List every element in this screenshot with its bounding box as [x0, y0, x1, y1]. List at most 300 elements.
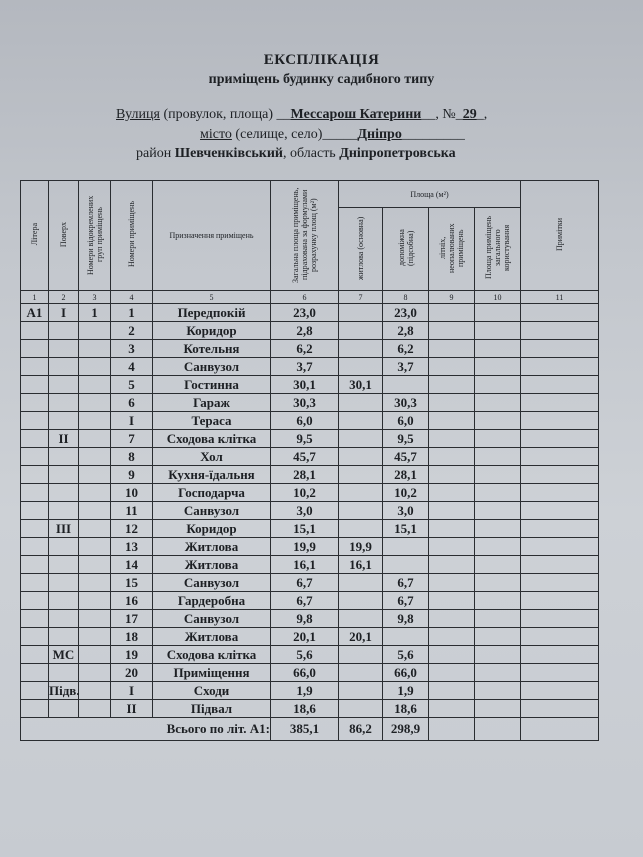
cell-empty	[521, 556, 599, 574]
table-row	[21, 664, 599, 682]
cell-aux: 6,7	[383, 574, 429, 592]
cell-aux: 30,3	[383, 394, 429, 412]
cell-floor	[49, 574, 79, 592]
cell-name: Житлова	[153, 556, 271, 574]
cell-living	[339, 394, 383, 412]
cell-aux: 23,0	[383, 304, 429, 322]
cell-aux: 28,1	[383, 466, 429, 484]
col-header-floor: Поверх	[49, 181, 79, 291]
cell-lit	[21, 682, 49, 700]
cell-aux: 6,7	[383, 592, 429, 610]
cell-no: II	[111, 700, 153, 718]
cell-no: 18	[111, 628, 153, 646]
cell-floor	[49, 394, 79, 412]
cell-aux: 9,5	[383, 430, 429, 448]
city-value: Дніпро	[357, 127, 402, 142]
cell-total: 6,2	[271, 340, 339, 358]
cell-living	[339, 574, 383, 592]
cell-floor: I	[49, 304, 79, 322]
cell-floor: II	[49, 430, 79, 448]
col-num: 3	[79, 291, 111, 304]
cell-total: 30,1	[271, 376, 339, 394]
cell-empty	[521, 592, 599, 610]
cell-floor	[49, 538, 79, 556]
col-header-total-area: Загальна площа приміщень, підрахована за формулами розрахунку площ (м²)	[271, 181, 339, 291]
cell-total: 66,0	[271, 664, 339, 682]
cell-empty	[429, 574, 475, 592]
cell-aux: 3,0	[383, 502, 429, 520]
street-label: Вулиця	[116, 107, 160, 122]
cell-lit	[21, 700, 49, 718]
cell-no: 6	[111, 394, 153, 412]
cell-living	[339, 610, 383, 628]
cell-no: 14	[111, 556, 153, 574]
cell-floor	[49, 466, 79, 484]
cell-empty	[429, 502, 475, 520]
cell-empty	[429, 646, 475, 664]
cell-empty	[475, 448, 521, 466]
cell-aux: 18,6	[383, 700, 429, 718]
cell-empty	[475, 664, 521, 682]
cell-grp	[79, 358, 111, 376]
cell-living	[339, 466, 383, 484]
cell-aux	[383, 628, 429, 646]
number-end: _,	[476, 107, 488, 122]
cell-floor	[49, 340, 79, 358]
cell-living: 30,1	[339, 376, 383, 394]
cell-floor	[49, 592, 79, 610]
cell-living	[339, 340, 383, 358]
cell-living	[339, 502, 383, 520]
cell-total: 6,7	[271, 574, 339, 592]
cell-empty	[521, 646, 599, 664]
cell-name: Санвузол	[153, 502, 271, 520]
total-area: 385,1	[271, 718, 339, 741]
city-label: місто	[200, 127, 232, 142]
cell-aux: 2,8	[383, 322, 429, 340]
cell-no: 10	[111, 484, 153, 502]
cell-grp	[79, 520, 111, 538]
cell-empty	[521, 718, 599, 741]
cell-living	[339, 682, 383, 700]
table-row	[21, 430, 599, 448]
col-num: 10	[475, 291, 521, 304]
cell-empty	[475, 340, 521, 358]
cell-grp	[79, 502, 111, 520]
cell-total: 6,0	[271, 412, 339, 430]
table-row	[21, 484, 599, 502]
cell-floor	[49, 412, 79, 430]
col-num: 9	[429, 291, 475, 304]
cell-name: Санвузол	[153, 574, 271, 592]
explication-table	[20, 180, 599, 741]
cell-total: 45,7	[271, 448, 339, 466]
col-num: 7	[339, 291, 383, 304]
region-label: , область	[283, 146, 340, 161]
street-value: Мессарош Катерини	[290, 107, 422, 122]
cell-empty	[475, 682, 521, 700]
cell-lit	[21, 520, 49, 538]
cell-floor	[49, 664, 79, 682]
cell-floor: III	[49, 520, 79, 538]
street-type: (провулок, площа) __	[159, 107, 291, 122]
cell-empty	[521, 574, 599, 592]
region-value: Дніпропетровська	[339, 146, 456, 161]
city-line	[200, 127, 465, 143]
cell-name: Коридор	[153, 520, 271, 538]
table-row	[21, 682, 599, 700]
cell-aux	[383, 376, 429, 394]
cell-empty	[475, 556, 521, 574]
cell-name: Сходова клітка	[153, 646, 271, 664]
cell-empty	[429, 412, 475, 430]
col-num: 2	[49, 291, 79, 304]
cell-name: Тераса	[153, 412, 271, 430]
table-row	[21, 628, 599, 646]
col-num: 11	[521, 291, 599, 304]
cell-empty	[429, 304, 475, 322]
cell-lit	[21, 394, 49, 412]
cell-grp	[79, 574, 111, 592]
table-row	[21, 574, 599, 592]
city-end: _________	[401, 127, 465, 142]
cell-grp	[79, 484, 111, 502]
col-header-purpose: Призначення приміщень	[153, 181, 271, 291]
cell-aux: 3,7	[383, 358, 429, 376]
cell-aux: 5,6	[383, 646, 429, 664]
cell-lit	[21, 466, 49, 484]
cell-no: 15	[111, 574, 153, 592]
table-row	[21, 520, 599, 538]
cell-empty	[475, 394, 521, 412]
cell-no: 9	[111, 466, 153, 484]
cell-empty	[475, 412, 521, 430]
cell-floor	[49, 376, 79, 394]
cell-empty	[521, 664, 599, 682]
cell-floor	[49, 556, 79, 574]
cell-empty	[429, 466, 475, 484]
col-num: 4	[111, 291, 153, 304]
cell-lit	[21, 646, 49, 664]
cell-lit	[21, 448, 49, 466]
cell-empty	[521, 340, 599, 358]
table-row	[21, 394, 599, 412]
cell-grp	[79, 376, 111, 394]
cell-empty	[475, 322, 521, 340]
cell-name: Кухня-їдальня	[153, 466, 271, 484]
cell-empty	[475, 484, 521, 502]
cell-no: 3	[111, 340, 153, 358]
cell-grp	[79, 682, 111, 700]
cell-empty	[429, 376, 475, 394]
cell-no: 1	[111, 304, 153, 322]
cell-grp	[79, 466, 111, 484]
cell-living	[339, 520, 383, 538]
table-row	[21, 376, 599, 394]
cell-total: 20,1	[271, 628, 339, 646]
cell-total: 3,0	[271, 502, 339, 520]
cell-total: 23,0	[271, 304, 339, 322]
district-line	[136, 146, 456, 162]
cell-empty	[429, 484, 475, 502]
cell-grp	[79, 412, 111, 430]
cell-grp	[79, 646, 111, 664]
cell-total: 28,1	[271, 466, 339, 484]
cell-floor	[49, 700, 79, 718]
cell-name: Санвузол	[153, 610, 271, 628]
cell-empty	[475, 358, 521, 376]
cell-name: Передпокій	[153, 304, 271, 322]
cell-living: 19,9	[339, 538, 383, 556]
cell-lit	[21, 340, 49, 358]
cell-living	[339, 304, 383, 322]
cell-no: 4	[111, 358, 153, 376]
cell-empty	[521, 610, 599, 628]
cell-no: 17	[111, 610, 153, 628]
cell-living: 20,1	[339, 628, 383, 646]
col-header-aux: допоміжна (підсобна)	[383, 208, 429, 291]
cell-empty	[475, 502, 521, 520]
cell-empty	[429, 340, 475, 358]
cell-empty	[475, 574, 521, 592]
cell-empty	[475, 538, 521, 556]
cell-no: 16	[111, 592, 153, 610]
cell-empty	[429, 610, 475, 628]
cell-aux: 9,8	[383, 610, 429, 628]
cell-grp	[79, 448, 111, 466]
cell-name: Котельня	[153, 340, 271, 358]
cell-total: 19,9	[271, 538, 339, 556]
cell-total: 9,5	[271, 430, 339, 448]
cell-floor	[49, 322, 79, 340]
table-row	[21, 412, 599, 430]
document-title: ЕКСПЛІКАЦІЯ	[263, 52, 380, 68]
cell-empty	[429, 520, 475, 538]
cell-empty	[521, 628, 599, 646]
cell-aux: 6,0	[383, 412, 429, 430]
cell-lit	[21, 610, 49, 628]
total-aux: 298,9	[383, 718, 429, 741]
table-row	[21, 502, 599, 520]
cell-living	[339, 646, 383, 664]
cell-name: Господарча	[153, 484, 271, 502]
cell-empty	[521, 376, 599, 394]
cell-empty	[429, 358, 475, 376]
cell-living	[339, 484, 383, 502]
cell-name: Приміщення	[153, 664, 271, 682]
cell-name: Санвузол	[153, 358, 271, 376]
header-row	[21, 181, 599, 208]
cell-empty	[429, 430, 475, 448]
cell-name: Хол	[153, 448, 271, 466]
table-row	[21, 304, 599, 322]
cell-empty	[521, 358, 599, 376]
cell-aux: 66,0	[383, 664, 429, 682]
cell-floor	[49, 502, 79, 520]
cell-lit	[21, 592, 49, 610]
cell-lit	[21, 538, 49, 556]
cell-lit	[21, 502, 49, 520]
cell-aux: 45,7	[383, 448, 429, 466]
street-line	[116, 107, 487, 123]
cell-empty	[475, 718, 521, 741]
cell-name: Житлова	[153, 628, 271, 646]
cell-living: 16,1	[339, 556, 383, 574]
col-header-notes: Примітки	[521, 181, 599, 291]
cell-name: Гостинна	[153, 376, 271, 394]
document-subtitle: приміщень будинку садибного типу	[208, 72, 435, 87]
cell-living	[339, 448, 383, 466]
col-header-room-no: Номери приміщень	[111, 181, 153, 291]
cell-empty	[475, 592, 521, 610]
cell-name: Підвал	[153, 700, 271, 718]
cell-living	[339, 322, 383, 340]
cell-empty	[475, 610, 521, 628]
cell-lit	[21, 358, 49, 376]
cell-no: 5	[111, 376, 153, 394]
cell-living	[339, 412, 383, 430]
cell-living	[339, 664, 383, 682]
cell-floor	[49, 448, 79, 466]
cell-grp	[79, 322, 111, 340]
cell-floor	[49, 484, 79, 502]
cell-empty	[521, 520, 599, 538]
cell-empty	[521, 412, 599, 430]
cell-empty	[475, 304, 521, 322]
cell-empty	[475, 628, 521, 646]
cell-no: 7	[111, 430, 153, 448]
cell-name: Гараж	[153, 394, 271, 412]
cell-grp	[79, 664, 111, 682]
cell-empty	[475, 376, 521, 394]
cell-grp	[79, 592, 111, 610]
cell-grp	[79, 394, 111, 412]
cell-name: Гардеробна	[153, 592, 271, 610]
cell-empty	[521, 484, 599, 502]
col-header-area-group: Площа (м²)	[339, 181, 521, 208]
cell-lit	[21, 556, 49, 574]
cell-empty	[475, 466, 521, 484]
cell-empty	[521, 304, 599, 322]
cell-total: 9,8	[271, 610, 339, 628]
cell-floor	[49, 610, 79, 628]
cell-living	[339, 358, 383, 376]
cell-no: 20	[111, 664, 153, 682]
col-header-group: Номери відокремлених груп приміщень	[79, 181, 111, 291]
table-row	[21, 556, 599, 574]
cell-aux: 1,9	[383, 682, 429, 700]
cell-empty	[475, 700, 521, 718]
table-row	[21, 466, 599, 484]
cell-empty	[475, 520, 521, 538]
cell-no: 2	[111, 322, 153, 340]
cell-empty	[475, 646, 521, 664]
total-living: 86,2	[339, 718, 383, 741]
cell-empty	[521, 502, 599, 520]
district-value: Шевченківський	[174, 146, 283, 161]
cell-aux: 15,1	[383, 520, 429, 538]
cell-no: I	[111, 682, 153, 700]
cell-name: Коридор	[153, 322, 271, 340]
cell-total: 15,1	[271, 520, 339, 538]
cell-lit	[21, 664, 49, 682]
cell-name: Житлова	[153, 538, 271, 556]
cell-empty	[521, 466, 599, 484]
cell-no: I	[111, 412, 153, 430]
col-header-living: житлова (основна)	[339, 208, 383, 291]
col-num: 8	[383, 291, 429, 304]
cell-living	[339, 592, 383, 610]
cell-grp	[79, 700, 111, 718]
cell-lit	[21, 322, 49, 340]
cell-no: 19	[111, 646, 153, 664]
cell-empty	[429, 556, 475, 574]
cell-empty	[429, 700, 475, 718]
cell-name: Сходова клітка	[153, 430, 271, 448]
table-row	[21, 358, 599, 376]
col-header-common: Площа приміщень загального користування	[475, 208, 521, 291]
table-row	[21, 340, 599, 358]
col-num: 5	[153, 291, 271, 304]
cell-empty	[429, 448, 475, 466]
cell-lit	[21, 574, 49, 592]
table-row	[21, 538, 599, 556]
cell-empty	[521, 700, 599, 718]
cell-living	[339, 430, 383, 448]
col-num: 6	[271, 291, 339, 304]
cell-empty	[429, 538, 475, 556]
cell-empty	[521, 430, 599, 448]
cell-empty	[429, 628, 475, 646]
cell-empty	[521, 538, 599, 556]
cell-total: 1,9	[271, 682, 339, 700]
cell-aux: 10,2	[383, 484, 429, 502]
table-row	[21, 322, 599, 340]
table-row	[21, 592, 599, 610]
cell-empty	[521, 322, 599, 340]
cell-living	[339, 700, 383, 718]
cell-grp	[79, 430, 111, 448]
cell-aux	[383, 556, 429, 574]
cell-lit	[21, 484, 49, 502]
total-row	[21, 718, 599, 741]
cell-floor: МС	[49, 646, 79, 664]
cell-total: 6,7	[271, 592, 339, 610]
cell-no: 13	[111, 538, 153, 556]
cell-grp	[79, 628, 111, 646]
total-label: Всього по літ. А1:	[21, 718, 271, 741]
table-row	[21, 448, 599, 466]
cell-lit	[21, 376, 49, 394]
column-number-row	[21, 291, 599, 304]
cell-grp	[79, 538, 111, 556]
cell-grp	[79, 340, 111, 358]
cell-empty	[521, 682, 599, 700]
col-header-litera: Літера	[21, 181, 49, 291]
cell-floor	[49, 358, 79, 376]
cell-no: 8	[111, 448, 153, 466]
cell-empty	[429, 682, 475, 700]
cell-aux	[383, 538, 429, 556]
cell-lit	[21, 430, 49, 448]
cell-total: 30,3	[271, 394, 339, 412]
cell-lit	[21, 412, 49, 430]
cell-empty	[429, 664, 475, 682]
cell-total: 10,2	[271, 484, 339, 502]
table-row	[21, 646, 599, 664]
cell-grp	[79, 610, 111, 628]
table-row	[21, 610, 599, 628]
